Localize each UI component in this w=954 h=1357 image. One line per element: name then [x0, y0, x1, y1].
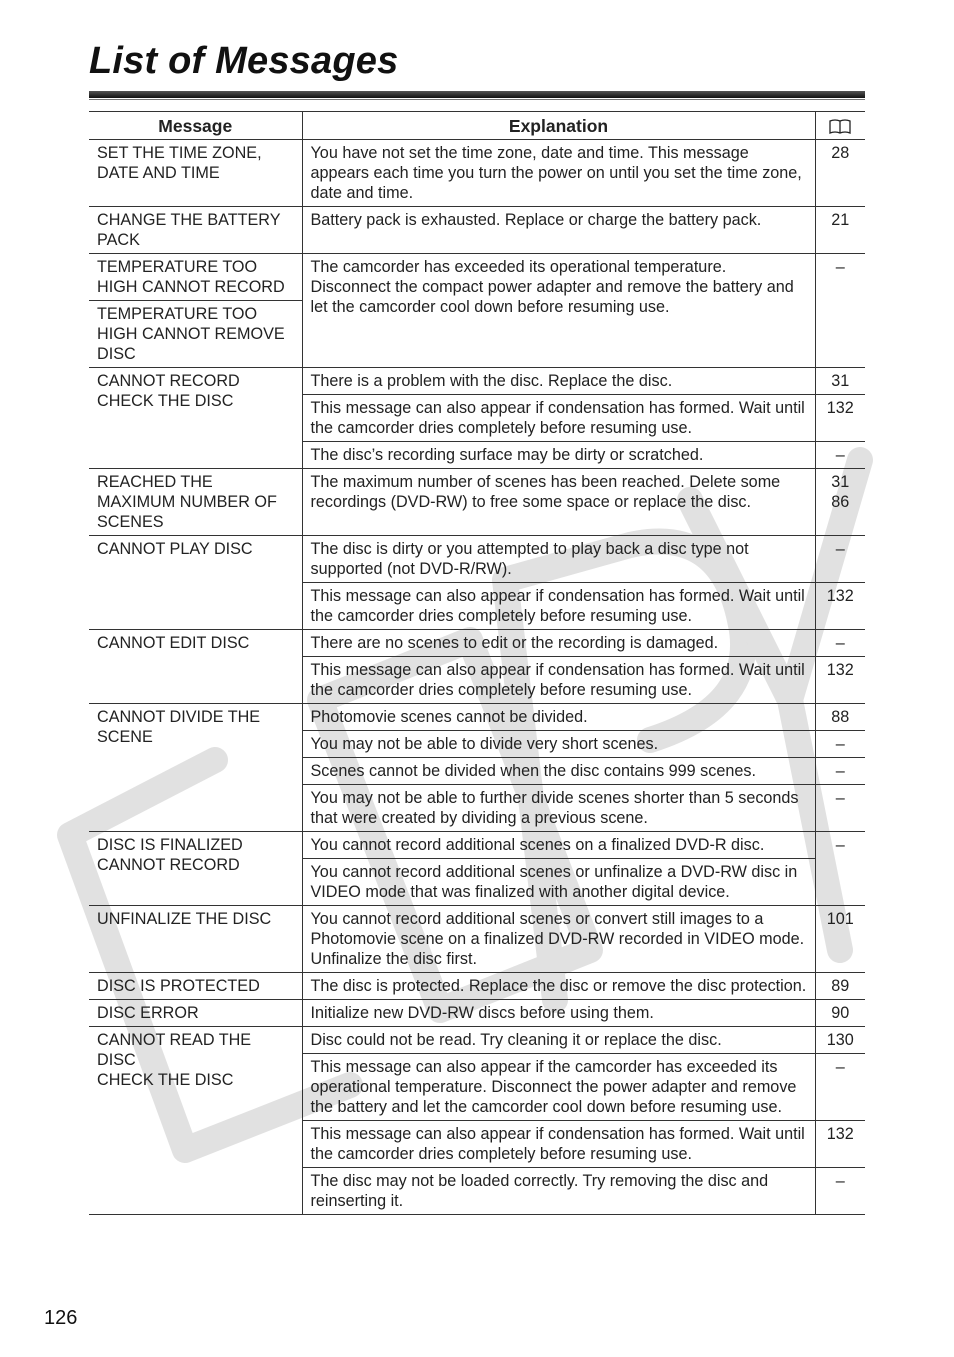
- book-icon: [829, 119, 851, 135]
- page-cell: 132: [815, 583, 865, 630]
- explanation-cell: The disc is dirty or you attempted to play back a disc type not supported (not DVD-R/RW).: [302, 536, 815, 583]
- table-row: [89, 140, 865, 207]
- explanation-cell: You may not be able to divide very short scenes.: [302, 731, 815, 758]
- page-cell: –: [815, 731, 865, 758]
- header-page: [815, 112, 865, 140]
- explanation-cell: Scenes cannot be divided when the disc contains 999 scenes.: [302, 758, 815, 785]
- explanation-cell: Photomovie scenes cannot be divided.: [302, 704, 815, 731]
- table-row: [89, 973, 865, 1000]
- message-cell: DISC ERROR: [89, 1000, 302, 1027]
- table-header-row: [89, 112, 865, 140]
- title-rule: [89, 91, 865, 98]
- explanation-cell: There are no scenes to edit or the recording is damaged.: [302, 630, 815, 657]
- table-row: [89, 469, 865, 536]
- explanation-cell: You have not set the time zone, date and time. This message appears each time you turn the power on until you set the time zone, date and time.: [302, 140, 815, 207]
- explanation-cell: The disc is protected. Replace the disc or remove the disc protection.: [302, 973, 815, 1000]
- page-cell: 101: [815, 906, 865, 973]
- page-cell: –: [815, 785, 865, 832]
- page-cell: –: [815, 536, 865, 583]
- page-cell: –: [815, 442, 865, 469]
- page-cell: 88: [815, 704, 865, 731]
- message-cell: CANNOT PLAY DISC: [89, 536, 302, 630]
- page-cell: 89: [815, 973, 865, 1000]
- explanation-cell: You may not be able to further divide scenes shorter than 5 seconds that were created by dividing a previous scene.: [302, 785, 815, 832]
- table-row: [89, 1027, 865, 1054]
- explanation-cell: You cannot record additional scenes or unfinalize a DVD-RW disc in VIDEO mode that was finalized with another digital device.: [302, 859, 815, 906]
- header-explanation: Explanation: [302, 112, 815, 140]
- explanation-cell: The maximum number of scenes has been reached. Delete some recordings (DVD-RW) to free some space or replace the disc.: [302, 469, 815, 536]
- page-cell: –: [815, 1168, 865, 1215]
- page-cell: –: [815, 832, 865, 906]
- message-cell: CANNOT RECORD CHECK THE DISC: [89, 368, 302, 469]
- page-cell: –: [815, 630, 865, 657]
- explanation-cell: You cannot record additional scenes or convert still images to a Photomovie scene on a finalized DVD-RW recorded in VIDEO mode. Unfinalize the disc first.: [302, 906, 815, 973]
- explanation-cell: Battery pack is exhausted. Replace or charge the battery pack.: [302, 207, 815, 254]
- table-row: [89, 906, 865, 973]
- page-cell: –: [815, 1054, 865, 1121]
- message-cell: TEMPERATURE TOO HIGH CANNOT REMOVE DISC: [89, 301, 302, 368]
- page-cell: –: [815, 254, 865, 368]
- table-row: [89, 368, 865, 395]
- explanation-cell: This message can also appear if condensation has formed. Wait until the camcorder dries completely before resuming use.: [302, 395, 815, 442]
- table-row: [89, 207, 865, 254]
- message-cell: REACHED THE MAXIMUM NUMBER OF SCENES: [89, 469, 302, 536]
- table-row: [89, 254, 865, 301]
- message-cell: CANNOT EDIT DISC: [89, 630, 302, 704]
- table-row: [89, 832, 865, 859]
- message-cell: CHANGE THE BATTERY PACK: [89, 207, 302, 254]
- explanation-cell: Initialize new DVD-RW discs before using them.: [302, 1000, 815, 1027]
- message-cell: CANNOT READ THE DISC CHECK THE DISC: [89, 1027, 302, 1215]
- message-cell: UNFINALIZE THE DISC: [89, 906, 302, 973]
- explanation-cell: Disc could not be read. Try cleaning it or replace the disc.: [302, 1027, 815, 1054]
- explanation-cell: You cannot record additional scenes on a finalized DVD-R disc.: [302, 832, 815, 859]
- message-cell: TEMPERATURE TOO HIGH CANNOT RECORD: [89, 254, 302, 301]
- explanation-cell: The camcorder has exceeded its operational temperature. Disconnect the compact power adapter and remove the battery and let the camcorder cool down before resuming use.: [302, 254, 815, 368]
- page-title: List of Messages: [89, 40, 399, 82]
- header-message: Message: [89, 112, 302, 140]
- message-cell: SET THE TIME ZONE, DATE AND TIME: [89, 140, 302, 207]
- explanation-cell: This message can also appear if the camcorder has exceeded its operational temperature. Disconnect the power adapter and remove the battery and let the camcorder cool down before resuming use.: [302, 1054, 815, 1121]
- table-row: [89, 1000, 865, 1027]
- explanation-cell: The disc may not be loaded correctly. Try removing the disc and reinserting it.: [302, 1168, 815, 1215]
- explanation-cell: This message can also appear if condensation has formed. Wait until the camcorder dries completely before resuming use.: [302, 657, 815, 704]
- explanation-cell: There is a problem with the disc. Replace the disc.: [302, 368, 815, 395]
- table-row: [89, 536, 865, 583]
- page-cell: 31 86: [815, 469, 865, 536]
- page-cell: 132: [815, 1121, 865, 1168]
- page-cell: –: [815, 758, 865, 785]
- page-cell: 28: [815, 140, 865, 207]
- messages-table: [89, 111, 865, 1215]
- explanation-cell: The disc’s recording surface may be dirty or scratched.: [302, 442, 815, 469]
- message-cell: DISC IS FINALIZED CANNOT RECORD: [89, 832, 302, 906]
- page-cell: 130: [815, 1027, 865, 1054]
- page-number: 126: [44, 1307, 78, 1329]
- explanation-cell: This message can also appear if condensation has formed. Wait until the camcorder dries completely before resuming use.: [302, 583, 815, 630]
- table-row: [89, 704, 865, 731]
- page-cell: 132: [815, 395, 865, 442]
- title-rule-thin: [89, 99, 865, 100]
- message-cell: CANNOT DIVIDE THE SCENE: [89, 704, 302, 832]
- table-row: [89, 630, 865, 657]
- page-cell: 132: [815, 657, 865, 704]
- page-cell: 90: [815, 1000, 865, 1027]
- page-cell: 31: [815, 368, 865, 395]
- explanation-cell: This message can also appear if condensation has formed. Wait until the camcorder dries completely before resuming use.: [302, 1121, 815, 1168]
- message-cell: DISC IS PROTECTED: [89, 973, 302, 1000]
- page-cell: 21: [815, 207, 865, 254]
